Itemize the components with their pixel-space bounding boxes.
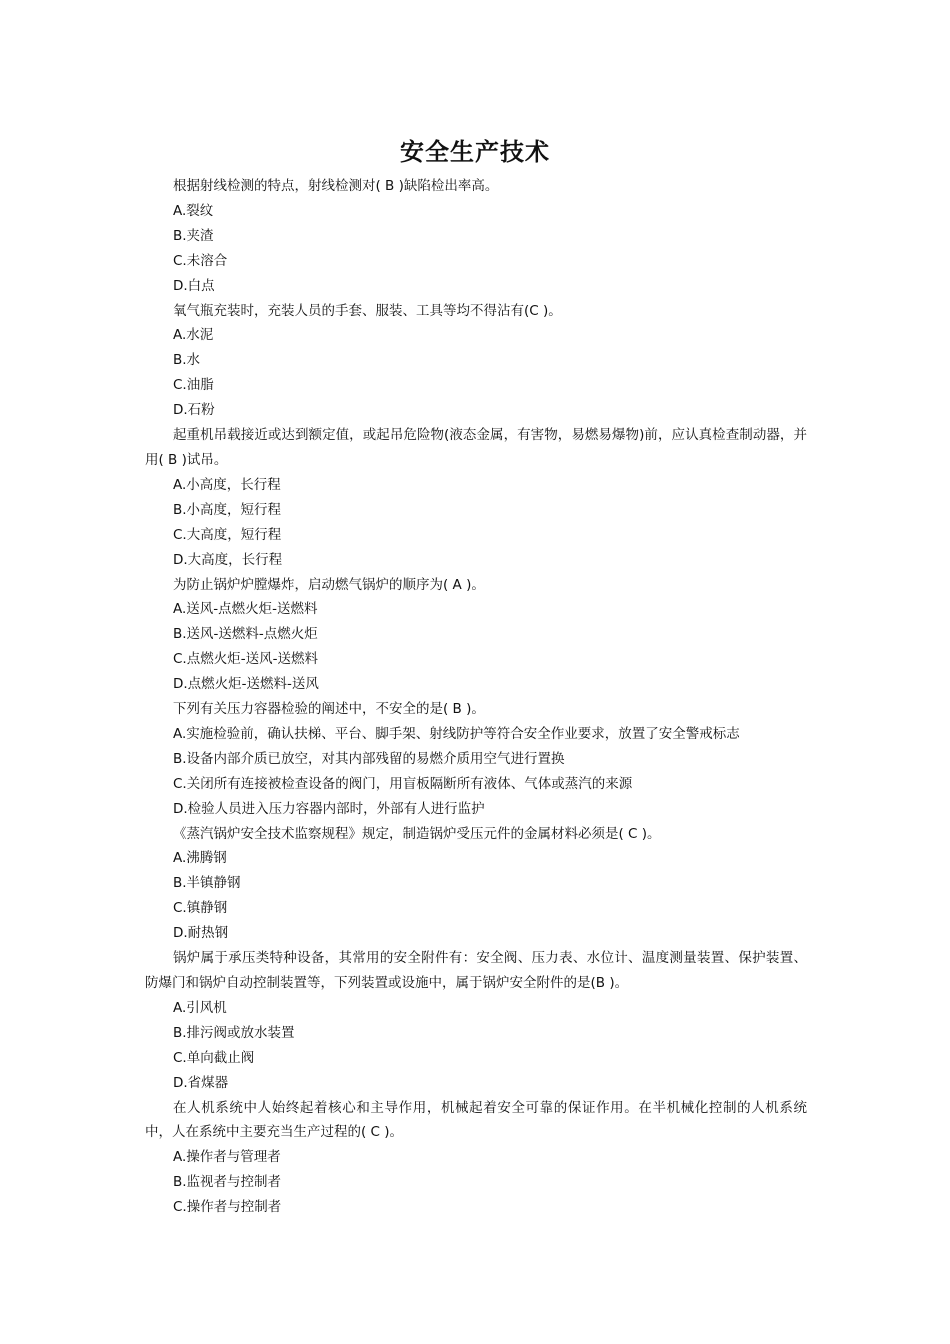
option-d: D.石粉 — [173, 402, 215, 419]
option-d: D.省煤器 — [173, 1074, 229, 1091]
option-b: B.半镇静钢 — [173, 875, 241, 892]
question-text: 氧气瓶充装时，充装人员的手套、服装、工具等均不得沾有(C )。 — [173, 302, 562, 319]
option-a: A.水泥 — [173, 327, 214, 344]
option-c: C.油脂 — [173, 377, 214, 394]
option-d: D.白点 — [173, 277, 215, 294]
option-c: C.大高度，短行程 — [173, 526, 282, 543]
option-b: B.监视者与控制者 — [173, 1174, 282, 1191]
option-d: D.耐热钢 — [173, 925, 229, 942]
question-item — [145, 697, 807, 822]
option-d: D.检验人员进入压力容器内部时，外部有人进行监护 — [173, 800, 485, 817]
question-item — [145, 573, 807, 698]
question-text: 下列有关压力容器检验的阐述中，不安全的是( B )。 — [173, 701, 485, 718]
option-b: B.设备内部介质已放空，对其内部残留的易燃介质用空气进行置换 — [173, 750, 565, 767]
option-b: B.水 — [173, 352, 201, 369]
option-c: C.关闭所有连接被检查设备的阀门，用盲板隔断所有液体、气体或蒸汽的来源 — [173, 775, 633, 792]
question-item — [145, 299, 807, 424]
option-a: A.操作者与管理者 — [173, 1149, 281, 1166]
option-c: C.单向截止阀 — [173, 1049, 255, 1066]
question-text: 为防止锅炉炉膛爆炸，启动燃气锅炉的顺序为( A )。 — [173, 576, 485, 593]
question-text: 起重机吊载接近或达到额定值，或起吊危险物(液态金属，有害物，易燃易爆物)前，应认真检查制动器，并用( B )试吊。 — [145, 427, 807, 468]
option-a: A.沸腾钢 — [173, 850, 227, 867]
question-text: 《蒸汽锅炉安全技术监察规程》规定，制造锅炉受压元件的金属材料必须是( C )。 — [173, 825, 661, 842]
page-title: 安全生产技术 — [400, 138, 550, 166]
question-text: 在人机系统中人始终起着核心和主导作用，机械起着安全可靠的保证作用。在半机械化控制的人机系统中，人在系统中主要充当生产过程的( C )。 — [145, 1099, 807, 1141]
option-a: A.小高度，长行程 — [173, 476, 281, 493]
question-item — [145, 174, 807, 299]
option-d: D.大高度，长行程 — [173, 551, 283, 568]
question-item — [145, 1096, 807, 1221]
option-b: B.送风-送燃料-点燃火炬 — [173, 626, 318, 643]
question-item — [145, 946, 807, 1095]
option-b: B.小高度，短行程 — [173, 501, 282, 518]
option-c: C.操作者与控制者 — [173, 1199, 282, 1216]
option-b: B.夹渣 — [173, 227, 214, 244]
question-item — [145, 423, 807, 572]
option-c: C.点燃火炬-送风-送燃料 — [173, 651, 318, 668]
option-c: C.未溶合 — [173, 252, 228, 269]
option-b: B.排污阀或放水装置 — [173, 1024, 295, 1041]
question-list — [145, 174, 807, 1220]
option-d: D.点燃火炬-送燃料-送风 — [173, 676, 319, 693]
question-item — [145, 822, 807, 947]
option-a: A.送风-点燃火炬-送燃料 — [173, 601, 318, 618]
question-text: 根据射线检测的特点，射线检测对( B )缺陷检出率高。 — [173, 178, 499, 194]
question-text: 锅炉属于承压类特种设备，其常用的安全附件有：安全阀、压力表、水位计、温度测量装置、保护装置、防爆门和锅炉自动控制装置等，下列装置或设施中，属于锅炉安全附件的是(B )。 — [145, 950, 807, 991]
option-a: A.引风机 — [173, 999, 227, 1016]
option-c: C.镇静钢 — [173, 900, 228, 917]
option-a: A.裂纹 — [173, 202, 214, 219]
option-a: A.实施检验前，确认扶梯、平台、脚手架、射线防护等符合安全作业要求，放置了安全警戒标志 — [173, 725, 740, 742]
